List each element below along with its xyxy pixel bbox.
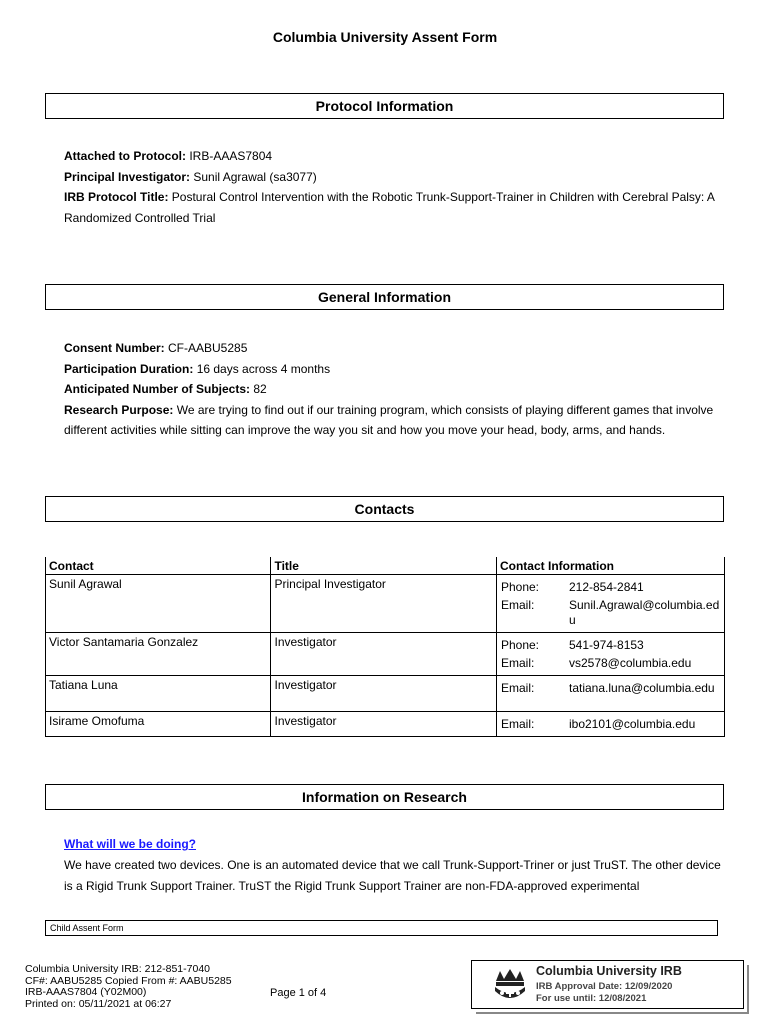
table-row bbox=[46, 575, 725, 633]
contacts-table bbox=[45, 557, 725, 737]
phone-label: Phone: bbox=[500, 638, 540, 652]
subjects-label: Anticipated Number of Subjects: bbox=[64, 382, 251, 396]
column-header-contact-information: Contact Information bbox=[496, 557, 724, 575]
research-section-heading: Information on Research bbox=[45, 784, 724, 810]
principal-investigator-label: Principal Investigator: bbox=[64, 169, 191, 184]
stamp-use-until: For use until: 12/08/2021 bbox=[536, 993, 647, 1004]
consent-number-label: Consent Number: bbox=[64, 341, 165, 355]
general-info bbox=[64, 338, 724, 441]
stamp-name: Columbia University IRB bbox=[536, 964, 682, 978]
contact-info bbox=[496, 712, 724, 737]
column-header-contact: Contact bbox=[46, 557, 271, 575]
page-number: Page 1 of 4 bbox=[270, 987, 327, 999]
table-row bbox=[46, 633, 725, 676]
document-title: Columbia University Assent Form bbox=[272, 29, 498, 45]
protocol-title-line bbox=[64, 187, 724, 228]
consent-number-value: CF-AABU5285 bbox=[168, 341, 248, 355]
research-purpose-line bbox=[64, 400, 724, 441]
general-section-heading: General Information bbox=[45, 284, 724, 310]
table-row bbox=[46, 676, 725, 712]
email-value: ibo2101@columbia.edu bbox=[568, 717, 696, 731]
participation-duration-label: Participation Duration: bbox=[64, 361, 194, 376]
contact-title: Investigator bbox=[271, 712, 497, 737]
protocol-title-value: Postural Control Intervention with the Robotic Trunk-Support-Trainer in Children with Cerebral Palsy: A Randomized Controlled Trial bbox=[64, 190, 715, 225]
contacts-section-heading: Contacts bbox=[45, 496, 724, 522]
footer-irb-info bbox=[25, 964, 232, 1010]
contact-info bbox=[496, 575, 724, 633]
attached-protocol-label: Attached to Protocol: bbox=[64, 149, 186, 163]
contact-name: Victor Santamaria Gonzalez bbox=[46, 633, 271, 676]
what-will-we-be-doing-link[interactable]: What will we be doing? bbox=[64, 837, 196, 851]
subjects-line bbox=[64, 379, 724, 400]
participation-duration-value: 16 days across 4 months bbox=[196, 361, 331, 376]
subjects-value: 82 bbox=[253, 382, 267, 396]
protocol-info bbox=[64, 146, 724, 228]
phone-value: 212-854-2841 bbox=[568, 580, 644, 594]
research-body-text: We have created two devices. One is an automated device that we call Trunk-Support-Triner or just TruST. The other device is a Rigid Trunk Support Trainer. TruST the Rigid Trunk Support Trainer are non-FDA-approved experimental bbox=[64, 858, 721, 893]
form-type-label: Child Assent Form bbox=[45, 920, 718, 936]
contacts-header-row bbox=[46, 557, 725, 575]
phone-label: Phone: bbox=[500, 580, 540, 594]
contact-title: Principal Investigator bbox=[271, 575, 497, 633]
research-purpose-label: Research Purpose: bbox=[64, 402, 174, 417]
irb-protocol-line: IRB-AAAS7804 (Y02M00) bbox=[25, 986, 147, 998]
email-label: Email: bbox=[500, 717, 535, 731]
stamp-approval-date: IRB Approval Date: 12/09/2020 bbox=[536, 981, 673, 992]
email-label: Email: bbox=[500, 656, 535, 670]
columbia-crown-icon bbox=[490, 965, 530, 1005]
contact-info bbox=[496, 633, 724, 676]
email-label: Email: bbox=[500, 598, 535, 612]
phone-value: 541-974-8153 bbox=[568, 638, 644, 652]
protocol-title-label: IRB Protocol Title: bbox=[64, 190, 169, 204]
irb-phone: Columbia University IRB: 212-851-7040 bbox=[25, 963, 211, 975]
email-value: vs2578@columbia.edu bbox=[568, 656, 692, 670]
column-header-title: Title bbox=[271, 557, 497, 575]
contact-name: Sunil Agrawal bbox=[46, 575, 271, 633]
attached-protocol-line bbox=[64, 146, 724, 167]
research-purpose-value: We are trying to find out if our training program, which consists of playing different games that involve different activities while sitting can improve the way you sit and how you move your head, body, arms, and hands. bbox=[64, 402, 714, 437]
irb-approval-stamp bbox=[471, 960, 744, 1009]
principal-investigator-value: Sunil Agrawal (sa3077) bbox=[193, 169, 317, 184]
contact-name: Isirame Omofuma bbox=[46, 712, 271, 737]
consent-number-line bbox=[64, 338, 724, 359]
contact-name: Tatiana Luna bbox=[46, 676, 271, 712]
table-row bbox=[46, 712, 725, 737]
email-label: Email: bbox=[500, 681, 535, 695]
attached-protocol-value: IRB-AAAS7804 bbox=[189, 149, 273, 163]
participation-duration-line bbox=[64, 359, 724, 380]
cf-line: CF#: AABU5285 Copied From #: AABU5285 bbox=[25, 974, 232, 987]
contact-title: Investigator bbox=[271, 676, 497, 712]
email-value: Sunil.Agrawal@columbia.edu bbox=[568, 598, 720, 627]
protocol-section-heading: Protocol Information bbox=[45, 93, 724, 119]
principal-investigator-line bbox=[64, 167, 724, 188]
email-value: tatiana.luna@columbia.edu bbox=[568, 681, 715, 695]
printed-date: Printed on: 05/11/2021 at 06:27 bbox=[25, 997, 172, 1010]
contact-title: Investigator bbox=[271, 633, 497, 676]
contact-info bbox=[496, 676, 724, 712]
